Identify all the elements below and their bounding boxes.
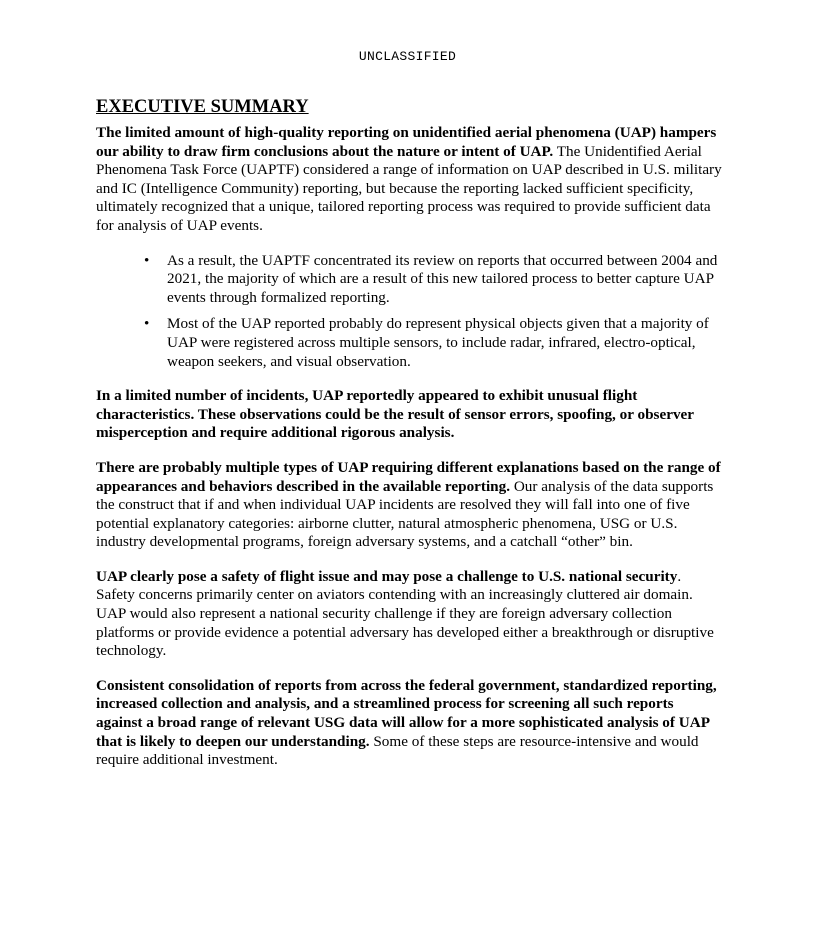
paragraph-2-lead: In a limited number of incidents, UAP reportedly appeared to exhibit unusual flight characteristics. These observations could be the result of sensor errors, spoofing, or observer misperception and require additional rigorous analysis. [96, 387, 694, 442]
paragraph-4-lead: UAP clearly pose a safety of flight issue and may pose a challenge to U.S. national security [96, 567, 678, 585]
bullet-dot-icon: • [144, 251, 150, 269]
paragraph-4-body: . Safety concerns primarily center on aviators contending with an increasingly cluttered air domain. UAP would also represent a national security challenge if they are foreign adversary collection platforms or provide evidence a potential adversary has developed either a breakthrough or disruptive technology. [96, 567, 714, 660]
paragraph-4 [96, 568, 722, 661]
bullet-item [144, 251, 722, 308]
bullet-text: Most of the UAP reported probably do represent physical objects given that a majority of UAP were registered across multiple sensors, to include radar, infrared, electro-optical, weapon seekers, and visual observation. [167, 315, 709, 370]
paragraph-3 [96, 459, 722, 552]
paragraph-5-body: Some of these steps are resource-intensive and would require additional investment. [96, 732, 699, 769]
paragraph-1 [96, 124, 722, 236]
section-heading: EXECUTIVE SUMMARY [96, 97, 309, 117]
paragraph-5-lead: Consistent consolidation of reports from across the federal government, standardized reporting, increased collection and analysis, and a streamlined process for screening all such reports against a broad range of relevant USG data will allow for a more sophisticated analysis of UAP that is likely to deepen our understanding. [96, 676, 717, 750]
paragraph-2 [96, 387, 722, 443]
bullet-list [96, 252, 722, 372]
bullet-dot-icon: • [144, 315, 150, 333]
bullet-item [144, 315, 722, 371]
paragraph-3-lead: There are probably multiple types of UAP requiring different explanations based on the range of appearances and behaviors described in the available reporting. [96, 458, 721, 495]
paragraph-5 [96, 677, 722, 770]
bullet-text: As a result, the UAPTF concentrated its review on reports that occurred between 2004 and 2021, the majority of which are a result of this new tailored process to better capture UAP events through formalized reporting. [167, 251, 718, 306]
paragraph-1-body: The Unidentified Aerial Phenomena Task Force (UAPTF) considered a range of information on UAP described in U.S. military and IC (Intelligence Community) reporting, but because the reporting lacked sufficient specificity, ultimately recognized that a unique, tailored reporting process was required to provide sufficient data for analysis of UAP events. [96, 142, 722, 234]
paragraph-1-lead: The limited amount of high-quality reporting on unidentified aerial phenomena (UAP) hampers our ability to draw firm conclusions about the nature or intent of UAP. [96, 124, 717, 160]
executive-summary-section [96, 96, 722, 786]
paragraph-3-body: Our analysis of the data supports the construct that if and when individual UAP incidents are resolved they will fall into one of five potential explanatory categories: airborne clutter, natural atmospheric phenomena, USG or U.S. industry developmental programs, foreign adversary systems, and a catchall “other” bin. [96, 477, 714, 551]
classification-marking: UNCLASSIFIED [358, 49, 457, 64]
